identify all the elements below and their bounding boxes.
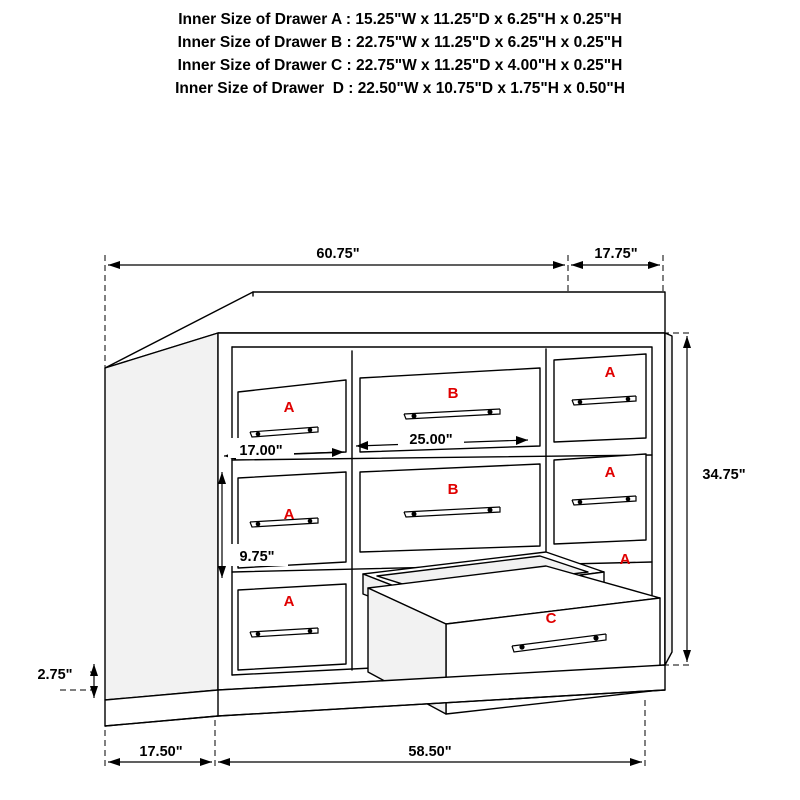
drawer-front-b2[interactable] xyxy=(360,464,540,552)
spec-line-c: Inner Size of Drawer C : 22.75"W x 11.25"D x 4.00"H x 0.25"H xyxy=(177,57,623,74)
dim-top-depth-label: 17.75" xyxy=(594,246,638,262)
dim-base-height-label: 2.75" xyxy=(37,667,73,683)
dim-base-depth xyxy=(108,740,212,766)
drawer-label-c: C xyxy=(545,610,557,627)
dim-base-height xyxy=(24,662,98,698)
spec-line-b: Inner Size of Drawer B : 22.75"W x 11.25"D x 6.25"H x 0.25"H xyxy=(177,34,623,51)
drawer-label-a3: A xyxy=(283,593,295,610)
dim-top-width-label: 60.75" xyxy=(316,246,360,262)
drawer-label-b2: B xyxy=(447,481,459,498)
dim-right-height-label: 34.75" xyxy=(702,467,746,483)
dim-base-width xyxy=(218,740,642,766)
drawer-front-a4[interactable] xyxy=(554,354,646,442)
drawer-front-a3[interactable] xyxy=(238,584,346,670)
dim-drawer-a-width-label: 17.00" xyxy=(239,443,283,459)
spec-line-a: Inner Size of Drawer A : 15.25"W x 11.25"D x 6.25"H x 0.25"H xyxy=(178,11,622,28)
drawer-label-a4: A xyxy=(604,364,616,381)
drawer-label-a2: A xyxy=(283,506,295,523)
drawer-label-a6: A xyxy=(619,551,631,568)
dim-top-width xyxy=(108,242,565,269)
spec-line-d: Inner Size of Drawer D : 22.50"W x 10.75"D x 1.75"H x 0.50"H xyxy=(175,80,625,97)
dim-drawer-a-height-label: 9.75" xyxy=(239,549,275,565)
dim-base-width-label: 58.50" xyxy=(408,744,452,760)
dim-base-depth-label: 17.50" xyxy=(139,744,183,760)
drawer-label-a1: A xyxy=(283,399,295,416)
dim-drawer-b-width-label: 25.00" xyxy=(409,432,453,448)
drawer-label-b1: B xyxy=(447,385,459,402)
dim-right-height xyxy=(683,336,758,662)
dim-top-depth xyxy=(571,242,660,269)
drawer-front-a5[interactable] xyxy=(554,454,646,544)
drawer-label-a5: A xyxy=(604,464,616,481)
